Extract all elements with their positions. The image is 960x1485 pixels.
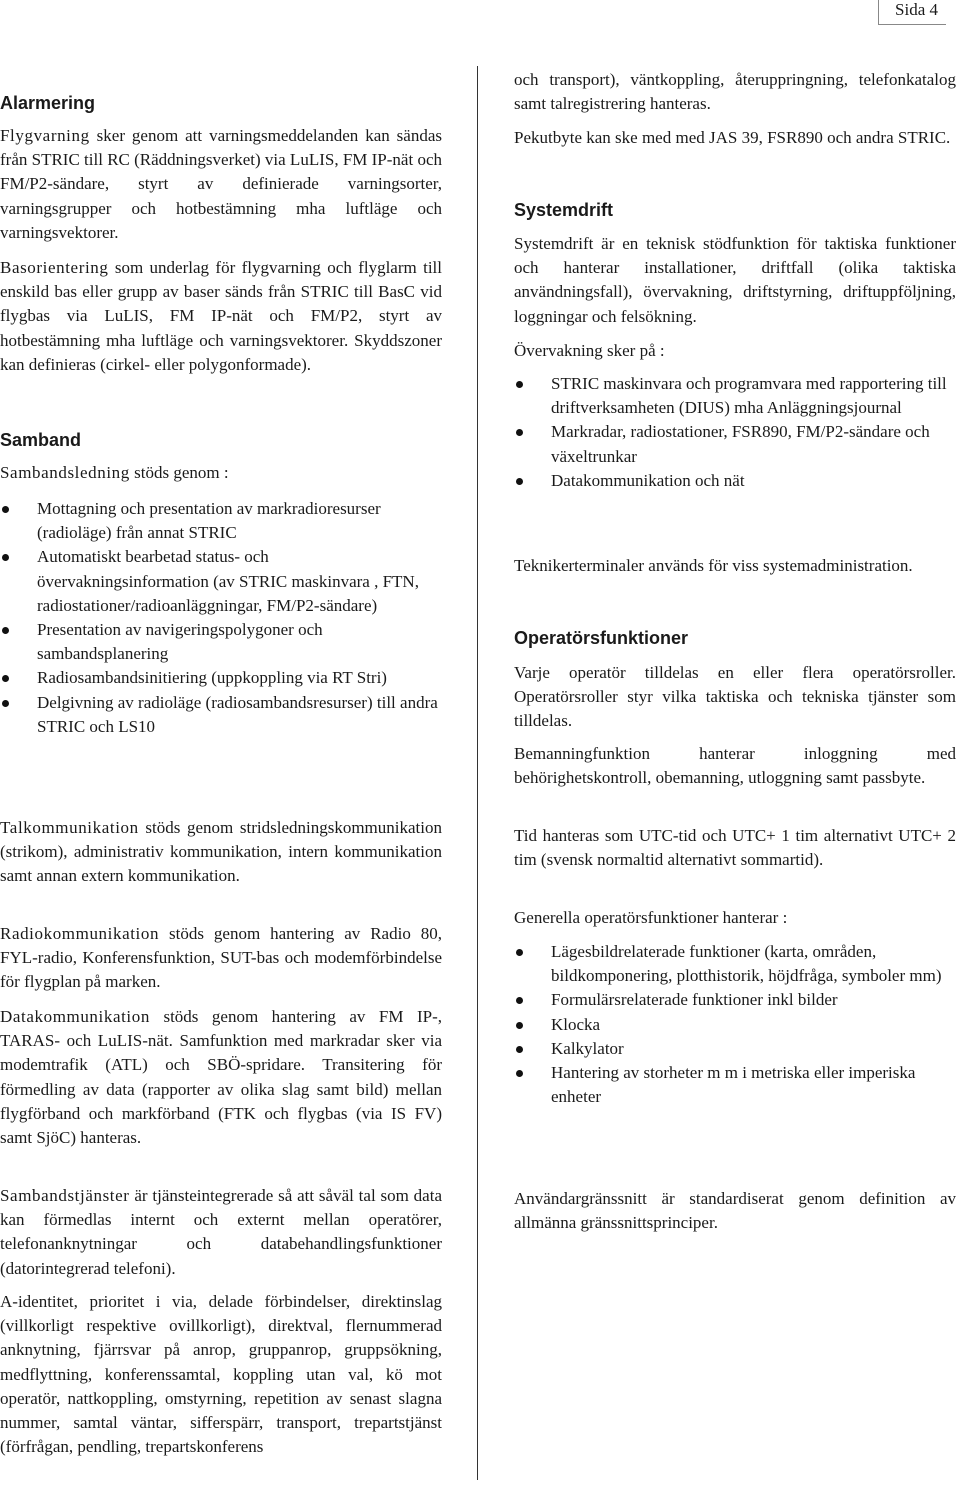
list-item: Hantering av storheter m m i metriska eller imperiska enheter xyxy=(514,1061,956,1109)
list-item: Mottagning och presentation av markradioresurser (radioläge) från annat STRIC xyxy=(0,497,442,545)
term-sambandsledning: Sambandsledning xyxy=(0,463,130,482)
paragraph-bemanning: Bemanningfunktion hanterar inloggning med behörighetskontroll, obemanning, utloggning samt passbyte. xyxy=(514,744,956,788)
list-item: Delgivning av radioläge (radiosambandsresurser) till andra STRIC och LS10 xyxy=(0,691,442,739)
paragraph-anvandargranssnitt: Användargränssnitt är standardiserat genom definition av allmänna gränssnittsprinciper. xyxy=(514,1189,956,1233)
text-sambandstjanster: är tjänsteintegrerade så att såväl tal som data kan förmedlas internt och externt mellan operatörer, telefonanknytningar och databehandlingsfunktioner (datorintegrerad telefoni). xyxy=(0,1186,442,1278)
list-item: Markradar, radiostationer, FSR890, FM/P2-sändare och växeltrunkar xyxy=(514,420,956,468)
list-item: Automatiskt bearbetad status- och övervakningsinformation (av STRIC maskinvara , FTN, radiostationer/radioanläggningar, FM/P2-sändare) xyxy=(0,545,442,618)
paragraph-sambandstjanster xyxy=(0,1184,442,1281)
list-item: Lägesbildrelaterade funktioner (karta, områden, bildkomponering, plotthistorik, höjdfråga, symboler mm) xyxy=(514,940,956,988)
term-flygvarning: Flygvarning xyxy=(0,126,90,145)
list-item: Presentation av navigeringspolygoner och sambandsplanering xyxy=(0,618,442,666)
paragraph-basorientering xyxy=(0,256,442,377)
text-basorientering: som underlag för flygvarning och flyglarm till enskild bas eller grupp av baser sänds från STRIC till BasC vid flygbas via LuLIS, FM IP-nät och FM/P2, styrt av hotbestämning mha luftläge och varningsvektorer. Skyddszoner kan definieras (cirkel- eller polygonformade). xyxy=(0,258,442,374)
paragraph-flygvarning xyxy=(0,124,442,245)
operator-list xyxy=(514,940,956,1109)
text-flygvarning: sker genom att varningsmeddelanden kan sändas från STRIC till RC (Räddningsverket) via LuLIS, FM IP-nät och FM/P2-sändare, styrt av definierade varningsorter, varningsgrupper och hotbestämning mha luftläge och varningsvektorer. xyxy=(0,126,442,242)
list-item: Datakommunikation och nät xyxy=(514,469,956,493)
term-talkommunikation: Talkommunikation xyxy=(0,818,139,837)
paragraph-generella-intro: Generella operatörsfunktioner hanterar : xyxy=(514,908,788,927)
term-datakommunikation: Datakommunikation xyxy=(0,1007,150,1026)
heading-operatorsfunktioner: Operatörsfunktioner xyxy=(514,628,689,648)
paragraph-systemdrift: Systemdrift är en teknisk stödfunktion för taktiska funktioner och hanterar installationer, driftfall (olika taktiska användningsfall), övervakning, driftstyrning, driftuppföljning, loggningar och felsökning. xyxy=(514,234,956,326)
term-basorientering: Basorientering xyxy=(0,258,109,277)
paragraph-pekutbyte: Pekutbyte kan ske med med JAS 39, FSR890 och andra STRIC. xyxy=(514,128,951,147)
paragraph-operatorsroller: Varje operatör tilldelas en eller flera operatörsroller. Operatörsroller styr vilka taktiska och tekniska tjänster som tilldelas. xyxy=(514,663,956,731)
paragraph-talkommunikation xyxy=(0,816,442,889)
paragraph-sambandsledning xyxy=(0,461,442,485)
paragraph-a-identitet: A-identitet, prioritet i via, delade förbindelser, direktinslag (villkorligt respektive ovillkorligt), direktval, flernummerad anknytning, fjärrsvar på anrop, gruppanrop, gruppsökning, medflyttning, konferenssamtal, koppling utan val, kö mot operatör, nattkoppling, omstyrning, repetition av senast slagna nummer, samtal väntar, sifferspärr, transport, trepartstjänst (förfrågan, pendling, trepartskonferens xyxy=(0,1292,442,1457)
paragraph-datakommunikation xyxy=(0,1005,442,1150)
paragraph-tid: Tid hanteras som UTC-tid och UTC+ 1 tim alternativt UTC+ 2 tim (svensk normaltid alternativt sommartid). xyxy=(514,826,956,870)
samband-list xyxy=(0,497,442,739)
text-talkommunikation: stöds genom stridsledningskommunikation (strikom), administrativ kommunikation, intern kommunikation samt annan extern kommunikation. xyxy=(0,818,442,886)
page-number: Sida 4 xyxy=(878,0,946,25)
overvakning-list xyxy=(514,372,956,493)
list-item: Klocka xyxy=(514,1013,956,1037)
paragraph-radiokommunikation xyxy=(0,922,442,995)
heading-samband: Samband xyxy=(0,430,82,450)
column-divider xyxy=(477,66,478,1480)
list-item: Formulärsrelaterade funktioner inkl bilder xyxy=(514,988,956,1012)
paragraph-teknikerterminaler: Teknikerterminaler används för viss systemadministration. xyxy=(514,556,913,575)
list-item: STRIC maskinvara och programvara med rapportering till driftverksamheten (DIUS) mha Anläggningsjournal xyxy=(514,372,956,420)
term-radiokommunikation: Radiokommunikation xyxy=(0,924,160,943)
text-datakommunikation: stöds genom hantering av FM IP-, TARAS- och LuLIS-nät. Samfunktion med markradar sker via modemtrafik (ATL) och SBÖ-spridare. Transitering för förmedling av data (rapporter av olika slag samt bild) mellan flygförband och markförband (FTK och flygbas (via IS FV) samt SjöC) hanteras. xyxy=(0,1007,442,1148)
text-sambandsledning: stöds genom : xyxy=(129,463,229,482)
list-item: Radiosambandsinitiering (uppkoppling via RT Stri) xyxy=(0,666,442,690)
text-radiokommunikation: stöds genom hantering av Radio 80, FYL-radio, Konferensfunktion, SUT-bas och modemförbindelse för flygplan på marken. xyxy=(0,924,442,992)
heading-systemdrift: Systemdrift xyxy=(514,200,614,220)
heading-alarmering: Alarmering xyxy=(0,93,96,113)
paragraph-continuation: och transport), väntkoppling, återuppringning, telefonkatalog samt talregistrering hanteras. xyxy=(514,70,956,114)
paragraph-overvakning-intro: Övervakning sker på : xyxy=(514,341,665,360)
term-sambandstjanster: Sambandstjänster xyxy=(0,1186,130,1205)
list-item: Kalkylator xyxy=(514,1037,956,1061)
